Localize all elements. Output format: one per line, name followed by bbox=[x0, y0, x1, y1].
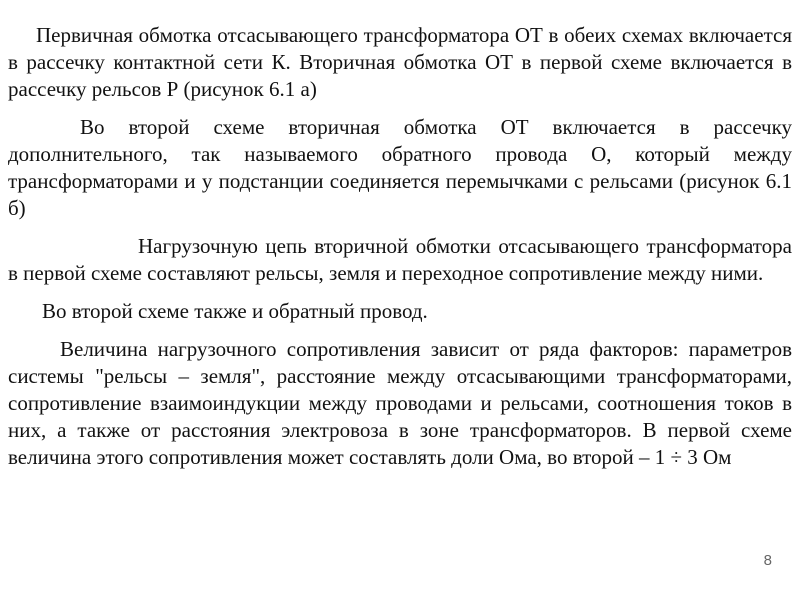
paragraph-load-circuit: Нагрузочную цепь вторичной обмотки отсасывающего трансформатора в первой схеме составляют рельсы, земля и переходное сопротивление между ними. bbox=[8, 234, 792, 285]
body-text bbox=[8, 22, 792, 471]
paragraph-primary-winding: Первичная обмотка отсасывающего трансформатора ОТ в обеих схемах включается в рассечку контактной сети К. Вторичная обмотка ОТ в первой схеме включается в рассечку рельсов Р (рисунок 6.1 а) bbox=[8, 23, 792, 101]
paragraph-load-resistance: Величина нагрузочного сопротивления зависит от ряда факторов: параметров системы "рельсы – земля", расстояние между отсасывающими трансформаторами, сопротивление взаимоиндукции между проводами и рельсами, соотношения токов в них, а также от расстояния электровоза в зоне трансформаторов. В первой схеме величина этого сопротивления может составлять доли Ома, во второй – 1 ÷ 3 Ом bbox=[8, 337, 792, 469]
paragraph-second-scheme: Во второй схеме вторичная обмотка ОТ включается в рассечку дополнительного, так называемого обратного провода О, который между трансформаторами и у подстанции соединяется перемычками с рельсами (рисунок 6.1 б) bbox=[8, 115, 792, 220]
paragraph-return-wire: Во второй схеме также и обратный провод. bbox=[42, 299, 428, 323]
page-number: 8 bbox=[763, 552, 772, 569]
